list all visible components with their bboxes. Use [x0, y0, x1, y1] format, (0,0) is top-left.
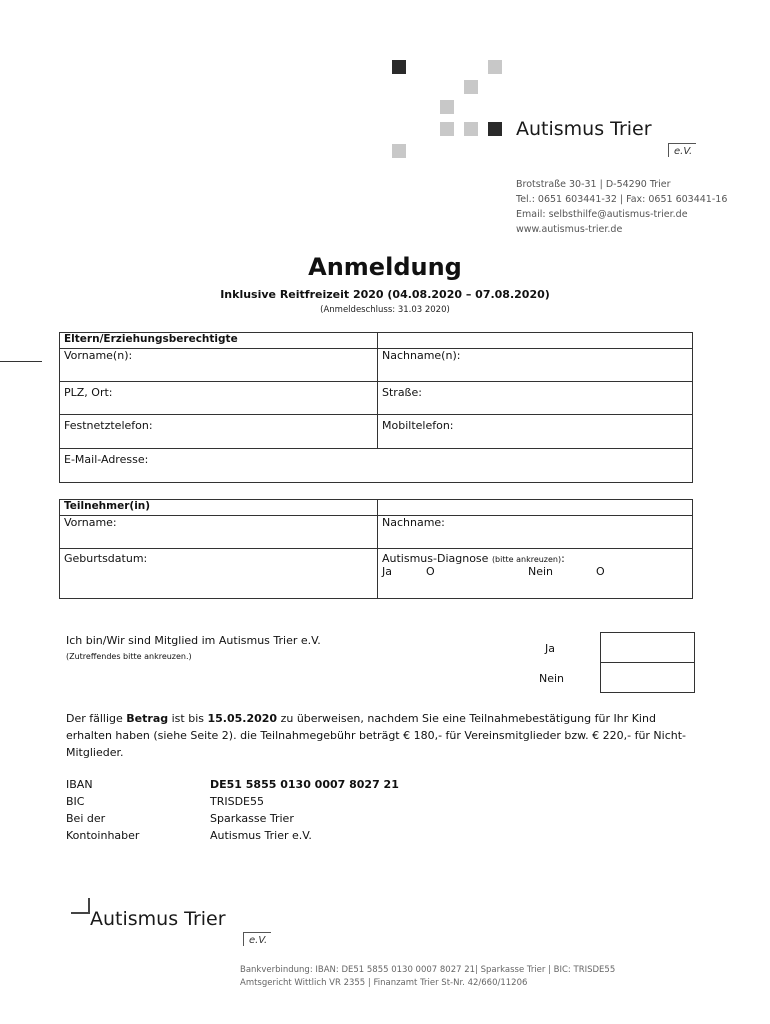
payment-text-3: zu überweisen, nachdem Sie eine Teilnahmebestätigung für Ihr Kind erhalten haben (siehe Seite 2). die Teilnahmegebühr beträgt € 180,- für Vereinsmitglieder bzw. € 220,- für Nicht-Mitglieder.: [66, 712, 687, 759]
org-name: Autismus Trier: [516, 118, 652, 140]
contact-block: [516, 177, 727, 237]
mobile-label: Mobiltelefon:: [382, 419, 454, 432]
street-label: Straße:: [382, 386, 422, 399]
payment-amount-label: Betrag: [126, 712, 169, 725]
footer-bank-line: Bankverbindung: IBAN: DE51 5855 0130 0007 8027 21| Sparkasse Trier | BIC: TRISDE55: [240, 965, 616, 975]
landline-label: Festnetztelefon:: [64, 419, 153, 432]
bank-value: Sparkasse Trier: [210, 812, 294, 825]
address: Brotstraße 30-31 | D-54290 Trier: [516, 179, 671, 190]
diagnosis-yes-option[interactable]: O: [426, 565, 435, 578]
participant-heading: Teilnehmer(in): [60, 500, 378, 516]
membership-no-checkbox[interactable]: [600, 662, 695, 693]
street-field[interactable]: [378, 382, 693, 415]
footer-court-line: Amtsgericht Wittlich VR 2355 | Finanzamt Trier St-Nr. 42/660/11206: [240, 978, 528, 988]
parents-first-name-field[interactable]: [60, 349, 378, 382]
logo-square: [464, 122, 478, 136]
bank-row-bank: [66, 810, 399, 827]
bank-row-bic: [66, 793, 399, 810]
email-field[interactable]: [60, 449, 693, 483]
birthdate-field[interactable]: [60, 549, 378, 599]
logo-square: [392, 144, 406, 158]
membership-no-label: Nein: [539, 672, 565, 685]
margin-mark: [0, 361, 42, 362]
diagnosis-field: [378, 549, 693, 599]
parents-heading: Eltern/Erziehungsberechtigte: [60, 333, 378, 349]
participant-first-name-field[interactable]: [60, 516, 378, 549]
parents-last-name-field[interactable]: [378, 349, 693, 382]
participant-last-name-label: Nachname:: [382, 516, 445, 529]
diagnosis-hint: (bitte ankreuzen): [491, 555, 562, 564]
logo-square: [488, 60, 502, 74]
membership-yes-label: Ja: [545, 642, 555, 655]
bank-row-iban: [66, 776, 399, 793]
payment-paragraph: [66, 710, 696, 761]
org-suffix: e.V.: [668, 143, 696, 157]
participant-heading-empty: [378, 500, 693, 516]
bank-label: IBAN: [66, 778, 93, 791]
parents-heading-empty: [378, 333, 693, 349]
footer-org-suffix: e.V.: [243, 932, 271, 946]
bank-label: Kontoinhaber: [66, 829, 140, 842]
payment-text-2: ist bis: [168, 712, 208, 725]
footer-logo-corner: [71, 898, 90, 914]
diagnosis-no-option[interactable]: O: [596, 565, 605, 578]
membership-question: Ich bin/Wir sind Mitglied im Autismus Trier e.V.: [66, 634, 321, 647]
parents-last-name-label: Nachname(n):: [382, 349, 461, 362]
landline-field[interactable]: [60, 415, 378, 449]
bank-value: Autismus Trier e.V.: [210, 829, 312, 842]
participant-table: [59, 499, 693, 599]
website: www.autismus-trier.de: [516, 224, 623, 235]
membership-yes-checkbox[interactable]: [600, 632, 695, 663]
bank-label: Bei der: [66, 812, 106, 825]
participant-first-name-label: Vorname:: [64, 516, 117, 529]
logo-square: [392, 60, 406, 74]
zip-city-label: PLZ, Ort:: [64, 386, 113, 399]
footer-org-name: Autismus Trier: [90, 908, 226, 930]
logo-square: [464, 80, 478, 94]
zip-city-field[interactable]: [60, 382, 378, 415]
payment-due-date: 15.05.2020: [207, 712, 278, 725]
bank-value: DE51 5855 0130 0007 8027 21: [210, 778, 399, 791]
logo-square: [440, 122, 454, 136]
logo-square: [488, 122, 502, 136]
email-label: E-Mail-Adresse:: [64, 453, 149, 466]
bank-details: [66, 776, 399, 844]
bank-label: BIC: [66, 795, 85, 808]
logo-square: [440, 100, 454, 114]
bank-row-holder: [66, 827, 399, 844]
birthdate-label: Geburtsdatum:: [64, 552, 148, 565]
page-subtitle: Inklusive Reitfreizeit 2020 (04.08.2020 – 07.08.2020): [220, 288, 550, 301]
page-title: Anmeldung: [308, 253, 462, 281]
diagnosis-colon: :: [561, 552, 565, 565]
bank-value: TRISDE55: [210, 795, 265, 808]
membership-hint: (Zutreffendes bitte ankreuzen.): [66, 652, 192, 661]
parents-first-name-label: Vorname(n):: [64, 349, 133, 362]
mobile-field[interactable]: [378, 415, 693, 449]
diagnosis-yes-label: Ja: [382, 565, 392, 578]
diagnosis-no-label: Nein: [528, 565, 554, 578]
email: Email: selbsthilfe@autismus-trier.de: [516, 209, 688, 220]
payment-text-1: Der fällige: [66, 712, 127, 725]
diagnosis-label: Autismus-Diagnose: [382, 552, 489, 565]
parents-table: [59, 332, 693, 483]
participant-last-name-field[interactable]: [378, 516, 693, 549]
footer-info: [240, 964, 615, 990]
deadline-note: (Anmeldeschluss: 31.03 2020): [320, 305, 450, 315]
phone: Tel.: 0651 603441-32 | Fax: 0651 603441-16: [516, 194, 728, 205]
